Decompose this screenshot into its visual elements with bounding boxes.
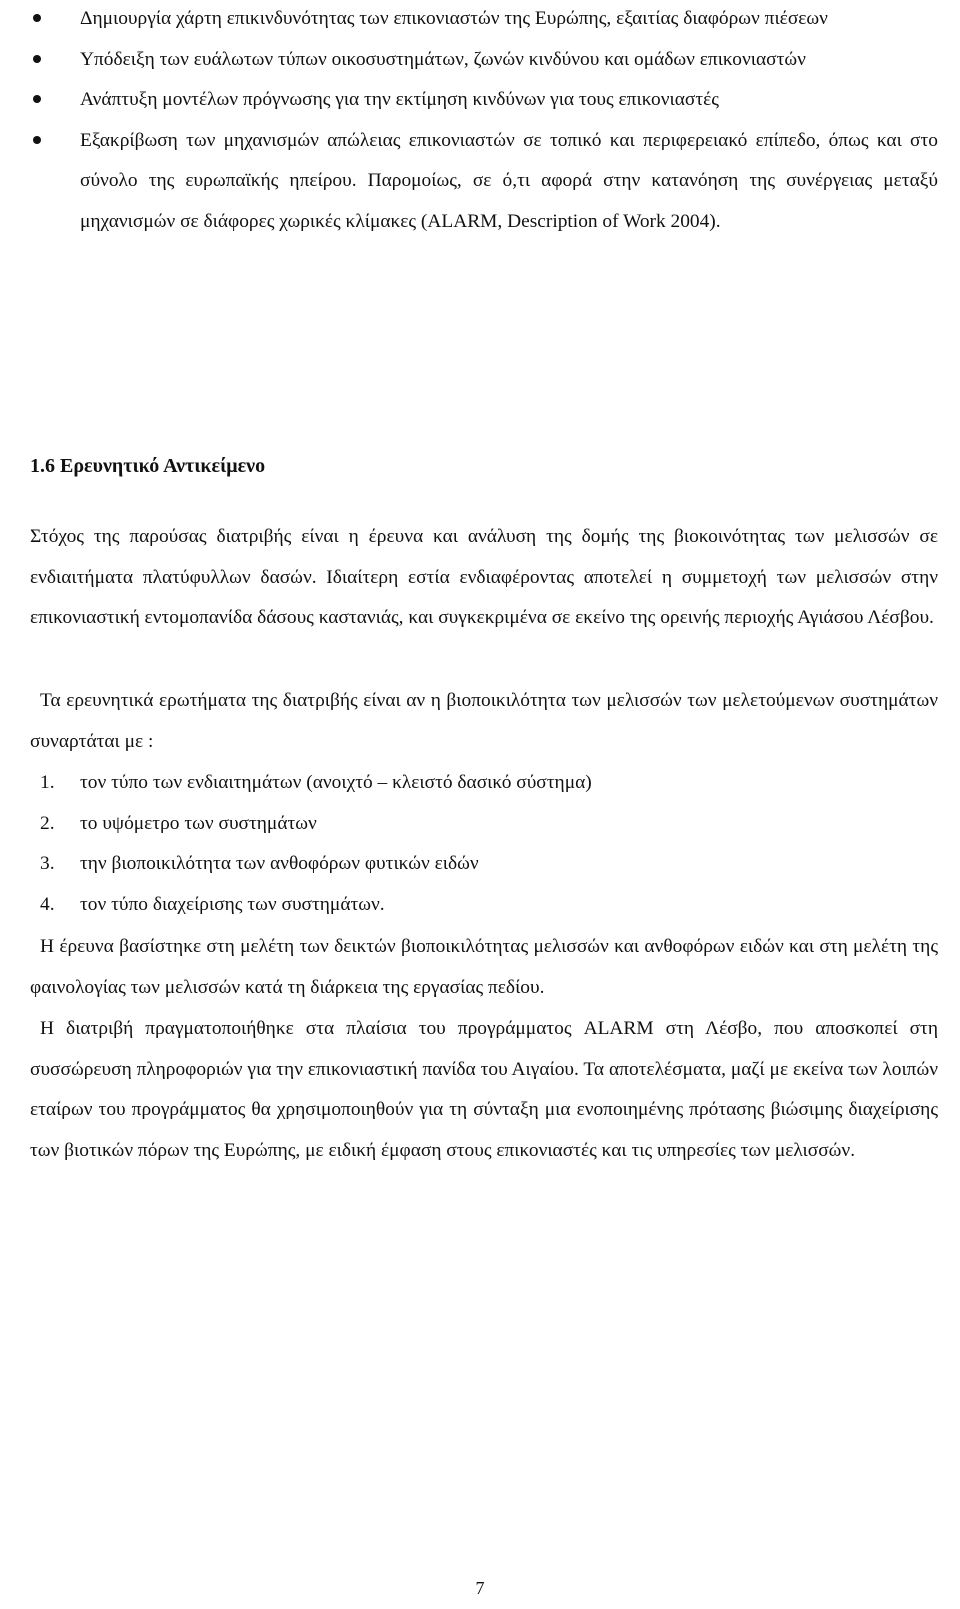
item-text: το υψόμετρο των συστημάτων [80, 812, 317, 834]
paragraph-text: Η διατριβή πραγματοποιήθηκε στα πλαίσια του προγράμματος ALARM στη Λέσβο, που αποσκοπεί στη συσσώρευση πληροφοριών για την επικονιαστική πανίδα του Αιγαίου. Τα αποτελέσματα, μαζί με εκείνα των λοιπών εταίρων του προγράμματος θα χρησιμοποιηθούν για τη σύνταξη μια ενοποιημένης πρότασης βιώσιμης διαχείρισης των βιοτικών πόρων της Ευρώπης, με ειδική έμφαση στους επικονιαστές και τις υπηρεσίες των μελισσών. [30, 1018, 938, 1161]
bullet-item: Ανάπτυξη μοντέλων πρόγνωσης για την εκτίμηση κινδύνων για τους επικονιαστές [30, 80, 938, 121]
bullet-item: Εξακρίβωση των μηχανισμών απώλειας επικονιαστών σε τοπικό και περιφερειακό επίπεδο, όπως και στο σύνολο της ευρωπαϊκής ηπείρου. Παρομοίως, σε ό,τι αφορά στην κατανόηση της συνέργειας μεταξύ μηχανισμών σε διάφορες χωρικές κλίμακες (ALARM, Description of Work 2004). [30, 121, 938, 243]
item-text: την βιοποικιλότητα των ανθοφόρων φυτικών ειδών [80, 853, 479, 874]
item-number: 2. [40, 812, 55, 834]
page-number: 7 [475, 1578, 485, 1598]
research-questions-list [30, 763, 938, 925]
numbered-item [30, 885, 938, 926]
research-questions-paragraph [30, 681, 938, 762]
item-number: 1. [40, 772, 55, 793]
item-text: τον τύπο διαχείρισης των συστημάτων. [80, 893, 385, 915]
bullet-item: Δημιουργία χάρτη επικινδυνότητας των επικονιαστών της Ευρώπης, εξαιτίας διαφόρων πιέσεων [30, 0, 938, 40]
section-heading: 1.6 Ερευνητικό Αντικείμενο [30, 455, 266, 477]
paragraph-text: Η έρευνα βασίστηκε στη μελέτη των δεικτών βιοποικιλότητας μελισσών και ανθοφόρων ειδών και στη μελέτη της φαινολογίας των μελισσών κατά τη διάρκεια της εργασίας πεδίου. [30, 936, 938, 998]
methodology-paragraph [30, 927, 938, 1008]
item-number: 4. [40, 893, 55, 915]
numbered-item [30, 804, 938, 845]
research-aim-paragraph [30, 517, 938, 639]
bullet-item: Υπόδειξη των ευάλωτων τύπων οικοσυστημάτων, ζωνών κινδύνου και ομάδων επικονιαστών [30, 40, 938, 81]
item-text: τον τύπο των ενδιαιτημάτων (ανοιχτό – κλειστό δασικό σύστημα) [80, 772, 592, 793]
numbered-item [30, 844, 938, 885]
alarm-program-paragraph [30, 1009, 938, 1171]
numbered-item [30, 763, 938, 804]
paragraph-text: Στόχος της παρούσας διατριβής είναι η έρευνα και ανάλυση της δομής της βιοκοινότητας των μελισσών σε ενδιαιτήματα πλατύφυλλων δασών. Ιδιαίτερη εστία ενδιαφέροντας αποτελεί η συμμετοχή των μελισσών στην επικονιαστική εντομοπανίδα δάσους καστανιάς, και συγκεκριμένα σε εκείνο της ορεινής περιοχής Αγιάσου Λέσβου. [30, 526, 938, 628]
item-number: 3. [40, 853, 55, 874]
paragraph-text: Τα ερευνητικά ερωτήματα της διατριβής είναι αν η βιοποικιλότητα των μελισσών των μελετούμενων συστημάτων συναρτάται με : [30, 690, 938, 752]
objectives-bullet-list [30, 0, 938, 242]
